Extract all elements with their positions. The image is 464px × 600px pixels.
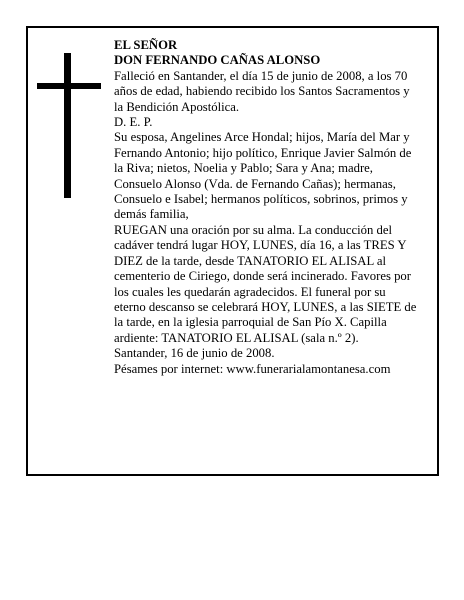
funeral-details: RUEGAN una oración por su alma. La conducción del cadáver tendrá lugar HOY, LUNES, día 16, a las TRES Y DIEZ de la tarde, desde TANATORIO EL ALISAL al cementerio de Ciriego, donde será incinerado. Favores por los cuales les quedarán agradecidos. El funeral por su eterno descanso se celebrará HOY, LUNES, a las SIETE de la tarde, en la iglesia parroquial de San Pío X. Capilla ardiente: TANATORIO EL ALISAL (sala n.º 2). [114,222,417,345]
obituary-text [114,38,420,377]
deceased-name: DON FERNANDO CAÑAS ALONSO [114,53,321,68]
condolences-line: Pésames por internet: www.funerarialamontanesa.com [114,361,391,376]
date-line: Santander, 16 de junio de 2008. [114,346,275,361]
dep-line: D. E. P. [114,115,153,130]
notice-title: EL SEÑOR [114,38,178,52]
death-statement: Falleció en Santander, el día 15 de junio de 2008, a los 70 años de edad, habiendo recibido los Santos Sacramentos y la Bendición Apostólica. [114,68,410,114]
cross-icon [37,53,101,198]
family-paragraph: Su esposa, Angelines Arce Hondal; hijos, María del Mar y Fernando Antonio; hijo político, Enrique Javier Salmón de la Riva; nietos, Noelia y Pablo; Sara y Ana; madre, Consuelo Alonso (Vda. de Fernando Cañas); hermanas, Consuelo e Isabel; hermanos políticos, sobrinos, primos y demás familia, [114,130,412,222]
cross-horizontal-bar [37,83,101,89]
cross-vertical-bar [64,53,71,198]
